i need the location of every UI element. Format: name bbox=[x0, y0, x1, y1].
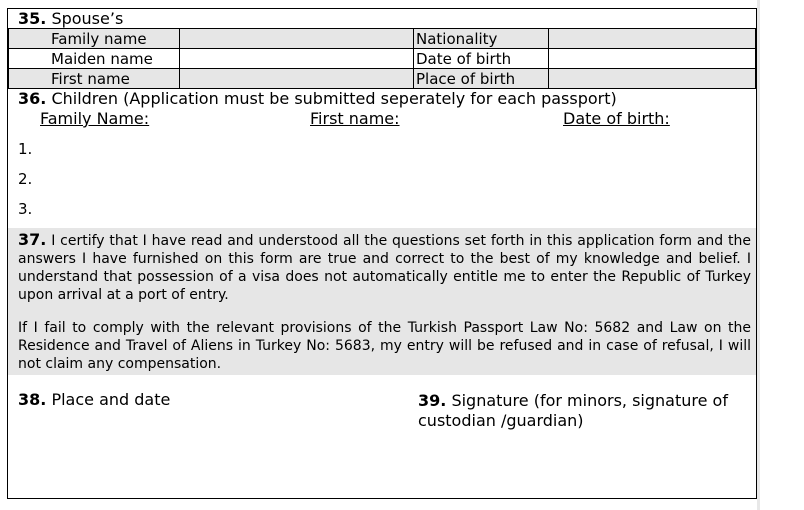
spouse-family-name-label: Family name bbox=[51, 30, 147, 48]
visa-application-form-section bbox=[7, 8, 757, 499]
children-first-name-header: First name: bbox=[310, 109, 400, 128]
section-35-number: 35. bbox=[18, 9, 47, 28]
spouse-first-name-label: First name bbox=[51, 70, 130, 88]
spouse-date-of-birth-label-cell bbox=[413, 48, 549, 69]
spouse-nationality-label: Nationality bbox=[416, 30, 498, 48]
section-39-number: 39. bbox=[418, 391, 447, 410]
section-38-title bbox=[18, 391, 170, 409]
spouse-date-of-birth-label: Date of birth bbox=[416, 50, 512, 68]
section-36-number: 36. bbox=[18, 89, 47, 108]
declaration-paragraph-1 bbox=[18, 231, 751, 304]
section-36-label: Children (Application must be submitted seperately for each passport) bbox=[51, 89, 617, 108]
spouse-first-name-label-cell bbox=[8, 68, 180, 89]
children-family-name-header: Family Name: bbox=[40, 109, 150, 128]
spouse-table bbox=[8, 28, 756, 90]
spouse-family-name-field[interactable] bbox=[179, 28, 414, 49]
section-39-label: Signature (for minors, signature of custodian /guardian) bbox=[418, 391, 728, 430]
page-edge-strip bbox=[757, 0, 760, 510]
child-row-3-number: 3. bbox=[18, 200, 33, 218]
signature-field[interactable] bbox=[418, 439, 748, 494]
children-date-of-birth-header: Date of birth: bbox=[563, 109, 670, 128]
child-row-1-number: 1. bbox=[18, 140, 33, 158]
spouse-nationality-field[interactable] bbox=[548, 28, 756, 49]
spouse-maiden-name-field[interactable] bbox=[179, 48, 414, 69]
spouse-first-name-field[interactable] bbox=[179, 68, 414, 89]
section-35-label: Spouse’s bbox=[51, 9, 124, 28]
spouse-family-name-label-cell bbox=[8, 28, 180, 49]
section-37-number: 37. bbox=[18, 230, 47, 249]
spouse-place-of-birth-field[interactable] bbox=[548, 68, 756, 89]
spouse-place-of-birth-label-cell bbox=[413, 68, 549, 89]
spouse-maiden-name-label-cell bbox=[8, 48, 180, 69]
section-38-label: Place and date bbox=[51, 390, 171, 409]
section-36-title bbox=[18, 90, 617, 108]
declaration-paragraph-2: If I fail to comply with the relevant provisions of the Turkish Passport Law No: 5682 and Law on the Residence and Travel of Aliens in Turkey No: 5683, my entry will be refused and in case of refusal, I will not claim any compensation. bbox=[18, 320, 751, 372]
child-row-2-number: 2. bbox=[18, 170, 33, 188]
spouse-date-of-birth-field[interactable] bbox=[548, 48, 756, 69]
spouse-nationality-label-cell bbox=[413, 28, 549, 49]
spouse-maiden-name-label: Maiden name bbox=[51, 50, 153, 68]
place-and-date-field[interactable] bbox=[18, 419, 398, 494]
declaration-text-1: I certify that I have read and understood all the questions set forth in this application form and the answers I have furnished on this form are true and correct to the best of my knowledge and belief. I understand that possession of a visa does not automatically entitle me to enter the Republic of Turkey upon arrival at a port of entry. bbox=[18, 233, 751, 303]
section-38-number: 38. bbox=[18, 390, 47, 409]
section-35-title bbox=[18, 10, 123, 28]
spouse-place-of-birth-label: Place of birth bbox=[416, 70, 516, 88]
section-39-title bbox=[418, 391, 748, 431]
section-37-declaration bbox=[8, 228, 756, 375]
